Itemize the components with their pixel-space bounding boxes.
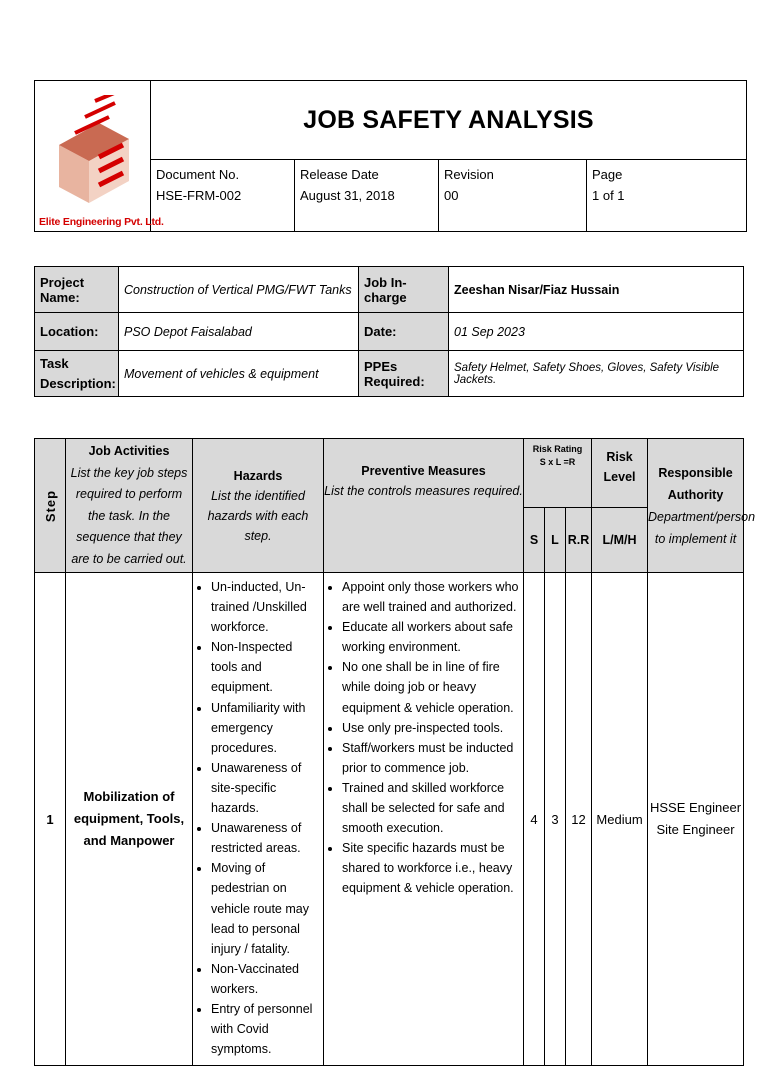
hazards-list <box>193 577 321 1059</box>
risk-rating-value: 12 <box>566 573 592 1066</box>
list-item: • Staff/workers must be inducted prior to commence job. <box>342 738 521 778</box>
document-no-value: HSE-FRM-002 <box>156 188 242 203</box>
list-item: • No one shall be in line of fire while doing job or heavy equipment & vehicle operation. <box>342 657 521 717</box>
date-label: Date: <box>359 313 449 351</box>
job-incharge-value: Zeeshan Nisar/Fiaz Hussain <box>449 267 744 313</box>
company-logo-icon <box>45 95 141 205</box>
list-item: • Un-inducted, Un-trained /Unskilled workforce. <box>211 577 321 637</box>
job-activities-subtitle: List the key job steps required to perform the task. In the sequence that they are to be carried out. <box>70 465 188 566</box>
jsa-table <box>34 438 756 1066</box>
list-item: • Moving of pedestrian on vehicle route may lead to personal injury / fatality. <box>211 858 321 958</box>
project-name-label: Project Name: <box>35 267 119 313</box>
list-item: • Non-Inspected tools and equipment. <box>211 637 321 697</box>
location-value: PSO Depot Faisalabad <box>119 313 359 351</box>
list-item: • Appoint only those workers who are well trained and authorized. <box>342 577 521 617</box>
job-activities-header <box>66 439 193 573</box>
list-item: • Unawareness of restricted areas. <box>211 818 321 858</box>
job-activities-title: Job Activities <box>88 444 170 458</box>
release-date-label: Release Date <box>300 167 379 182</box>
revision-label: Revision <box>444 167 494 182</box>
document-no-label: Document No. <box>156 167 240 182</box>
date-value: 01 Sep 2023 <box>449 313 744 351</box>
release-date-value: August 31, 2018 <box>300 188 395 203</box>
l-header <box>545 507 566 572</box>
document-header <box>34 80 747 232</box>
page-label: Page <box>592 167 623 182</box>
project-info-table <box>34 266 744 397</box>
responsible-subtitle: Department/person to implement it <box>648 509 756 546</box>
responsible-cell <box>648 573 744 1066</box>
measures-cell <box>324 573 524 1066</box>
revision-cell <box>439 160 587 232</box>
step-number: 1 <box>35 573 66 1066</box>
company-name: Elite Engineering Pvt. Ltd. <box>39 216 164 228</box>
risk-level-title: Risk Level <box>603 450 636 484</box>
responsible-header <box>648 439 756 573</box>
company-logo-cell <box>35 81 164 232</box>
responsible-title: Responsible Authority <box>658 465 733 502</box>
rr-header-text: R.R <box>567 532 590 547</box>
document-no-cell <box>151 160 295 232</box>
list-item: • Unawareness of site-specific hazards. <box>211 758 321 818</box>
step-header-text: Step <box>43 489 59 522</box>
rr-header <box>566 507 592 572</box>
list-item: • Use only pre-inspected tools. <box>342 718 521 738</box>
list-item: • Entry of personnel with Covid symptoms. <box>211 999 321 1059</box>
table-row <box>35 573 744 1066</box>
list-item: • Unfamiliarity with emergency procedures. <box>211 698 321 758</box>
page-value: 1 of 1 <box>592 188 625 203</box>
ppe-value: Safety Helmet, Safety Shoes, Gloves, Safety Visible Jackets. <box>449 351 744 397</box>
responsible-line2: Site Engineer <box>656 822 735 838</box>
job-incharge-label: Job In-charge <box>359 267 449 313</box>
lmh-header-text: L/M/H <box>602 532 637 547</box>
revision-value: 00 <box>444 188 459 203</box>
document-title: JOB SAFETY ANALYSIS <box>151 81 747 160</box>
lmh-header <box>592 507 648 572</box>
page-cell <box>587 160 747 232</box>
activity-cell: Mobilization of equipment, Tools, and Manpower <box>66 573 193 1066</box>
responsible-line1: HSSE Engineer <box>650 800 742 816</box>
project-name-value: Construction of Vertical PMG/FWT Tanks <box>119 267 359 313</box>
ppe-label: PPEs Required: <box>359 351 449 397</box>
list-item: • Trained and skilled workforce shall be selected for safe and smooth execution. <box>342 778 521 838</box>
location-label: Location: <box>35 313 119 351</box>
hazards-header <box>193 439 324 573</box>
risk-level-header <box>592 439 648 508</box>
s-header <box>524 507 545 572</box>
task-label-line1: Task <box>40 355 69 371</box>
measures-list <box>324 577 521 899</box>
task-description-label <box>35 351 119 397</box>
task-label-line2: Description: <box>40 375 116 391</box>
l-header-text: L <box>551 532 559 547</box>
preventive-title: Preventive Measures <box>361 464 486 478</box>
list-item: • Non-Vaccinated workers. <box>211 959 321 999</box>
risk-rating-title: Risk Rating <box>532 444 583 454</box>
preventive-measures-header <box>324 439 524 573</box>
risk-formula: S x L =R <box>539 457 576 467</box>
hazards-subtitle: List the identified hazards with each step. <box>207 488 309 543</box>
likelihood-value: 3 <box>545 573 566 1066</box>
hazards-cell <box>193 573 324 1066</box>
s-header-text: S <box>529 532 539 547</box>
task-description-value: Movement of vehicles & equipment <box>119 351 359 397</box>
risk-level-value: Medium <box>592 573 648 1066</box>
severity-value: 4 <box>524 573 545 1066</box>
hazards-title: Hazards <box>233 468 283 483</box>
list-item: • Site specific hazards must be shared to workforce i.e., heavy equipment & vehicle operation. <box>342 838 521 898</box>
risk-rating-header <box>524 439 592 508</box>
release-date-cell <box>295 160 439 232</box>
preventive-subtitle: List the controls measures required. <box>324 484 523 498</box>
list-item: • Educate all workers about safe working environment. <box>342 617 521 657</box>
step-header <box>35 439 66 573</box>
